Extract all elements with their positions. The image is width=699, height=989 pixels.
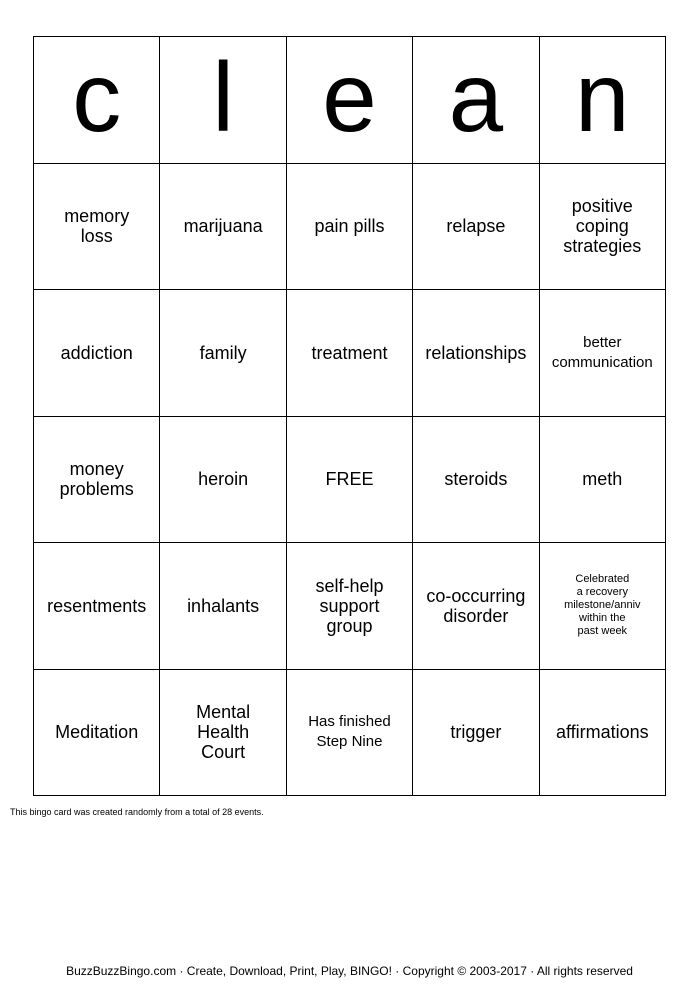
cell-text: Celebrated a recovery milestone/anniv within the past week (564, 573, 641, 638)
header-letter-c: c (34, 37, 160, 164)
bingo-cell (287, 164, 413, 291)
cell-text: inhalants (187, 595, 260, 616)
cell-text: heroin (198, 469, 249, 490)
bingo-cell (413, 670, 539, 797)
cell-text: co-occurring disorder (426, 585, 526, 626)
bingo-cell (413, 417, 539, 544)
bingo-cell (540, 164, 666, 291)
cell-text: family (199, 342, 247, 363)
cell-text: better communication (551, 333, 653, 371)
cell-text: marijuana (183, 216, 263, 237)
cell-text: relationships (425, 342, 527, 363)
bingo-cell (413, 543, 539, 670)
header-letter-l: l (160, 37, 286, 164)
cell-text: pain pills (314, 216, 385, 237)
bingo-cell (160, 670, 286, 797)
bingo-cell (287, 290, 413, 417)
bingo-cell (34, 290, 160, 417)
bingo-cell (160, 543, 286, 670)
bingo-cell (413, 164, 539, 291)
bingo-cell (160, 290, 286, 417)
cell-text: self-help support group (315, 575, 384, 636)
bingo-cell (540, 670, 666, 797)
cell-text: money problems (59, 459, 134, 500)
free-space-cell (287, 417, 413, 544)
cell-text: memory loss (64, 206, 130, 247)
bingo-cell (160, 417, 286, 544)
cell-text: affirmations (555, 722, 649, 743)
cell-text: addiction (60, 342, 133, 363)
cell-text: treatment (311, 342, 388, 363)
bingo-cell (287, 543, 413, 670)
generation-note: This bingo card was created randomly from a total of 28 events. (10, 807, 264, 817)
bingo-cell (540, 290, 666, 417)
header-letter-a: a (413, 37, 539, 164)
bingo-cell (34, 543, 160, 670)
bingo-cell (287, 670, 413, 797)
header-letter-e: e (287, 37, 413, 164)
footer-copyright: BuzzBuzzBingo.com · Create, Download, Print, Play, BINGO! · Copyright © 2003-2017 · All rights reserved (66, 964, 633, 978)
cell-text: positive coping strategies (563, 196, 642, 257)
cell-text: steroids (444, 469, 508, 490)
bingo-cell (34, 670, 160, 797)
cell-text: resentments (47, 595, 147, 616)
bingo-cell (540, 543, 666, 670)
cell-text: Has finished Step Nine (308, 713, 391, 751)
cell-text: trigger (450, 722, 502, 743)
cell-text: Meditation (55, 722, 139, 743)
cell-text: Mental Health Court (196, 702, 251, 763)
bingo-cell (413, 290, 539, 417)
bingo-cell (34, 417, 160, 544)
header-letter-n: n (540, 37, 666, 164)
free-space-text: FREE (325, 469, 374, 490)
bingo-cell (540, 417, 666, 544)
cell-text: relapse (446, 216, 506, 237)
bingo-card (33, 36, 666, 796)
cell-text: meth (582, 469, 623, 490)
bingo-cell (160, 164, 286, 291)
bingo-cell (34, 164, 160, 291)
